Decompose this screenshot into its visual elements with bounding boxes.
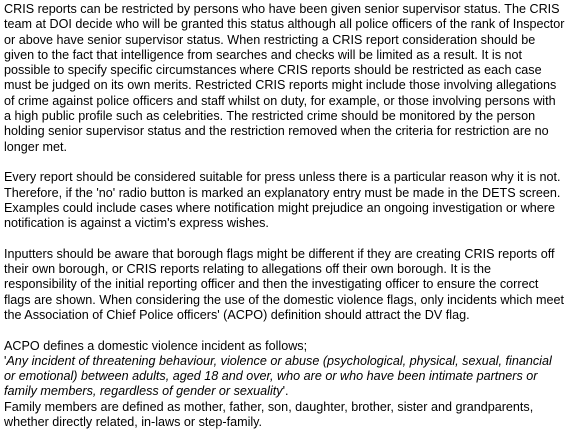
acpo-definition-quote bbox=[4, 354, 565, 400]
quote-close-mark: '. bbox=[282, 384, 289, 399]
quote-open-mark: ' bbox=[4, 353, 7, 368]
paragraph-borough-flags: Inputters should be aware that borough flags might be different if they are creating CRIS reports off their own borough, or CRIS reports relating to allegations off their own borough. It is the responsibility of the initial reporting officer and then the investigating officer to ensure the correct flags are shown. When considering the use of the domestic violence flags, only incidents which meet the Association of Chief Police officers' (ACPO) definition should attract the DV flag. bbox=[4, 246, 565, 322]
paragraph-press-suitability: Every report should be considered suitable for press unless there is a particular reason why it is not. Therefore, if the 'no' radio button is marked an explanatory entry must be made in the DETS screen. Examples could include cases where notification might prejudice an ongoing investigation or where notification is against a victim's express wishes. bbox=[4, 170, 561, 231]
acpo-intro: ACPO defines a domestic violence incident as follows; bbox=[4, 338, 308, 353]
paragraph-restricted-cris: CRIS reports can be restricted by persons who have been given senior supervisor status. The CRIS team at DOI decide who will be granted this status although all police officers of the rank of Inspector or above have senior supervisor status. When restricting a CRIS report consideration should be given to the fact that intelligence from searches and checks will be limited as a result. It is not possible to specify specific circumstances where CRIS reports should be restricted as each case must be judged on its own merits. Restricted CRIS reports might include those involving allegations of crime against police officers and staff whilst on duty, for example, or those involving persons with a high public profile such as celebrities. The restricted crime should be monitored by the person holding senior supervisor status and the restriction removed when the criteria for restriction are no longer met. bbox=[4, 2, 565, 154]
family-members-definition: Family members are defined as mother, father, son, daughter, brother, sister and grandparents, whether directly related, in-laws or step-family. bbox=[4, 399, 534, 430]
acpo-definition-text: Any incident of threatening behaviour, violence or abuse (psychological, physical, sexual, financial or emotional) between adults, aged 18 and over, who are or who have been intimate partners or family members, regardless of gender or sexuality bbox=[4, 353, 552, 399]
